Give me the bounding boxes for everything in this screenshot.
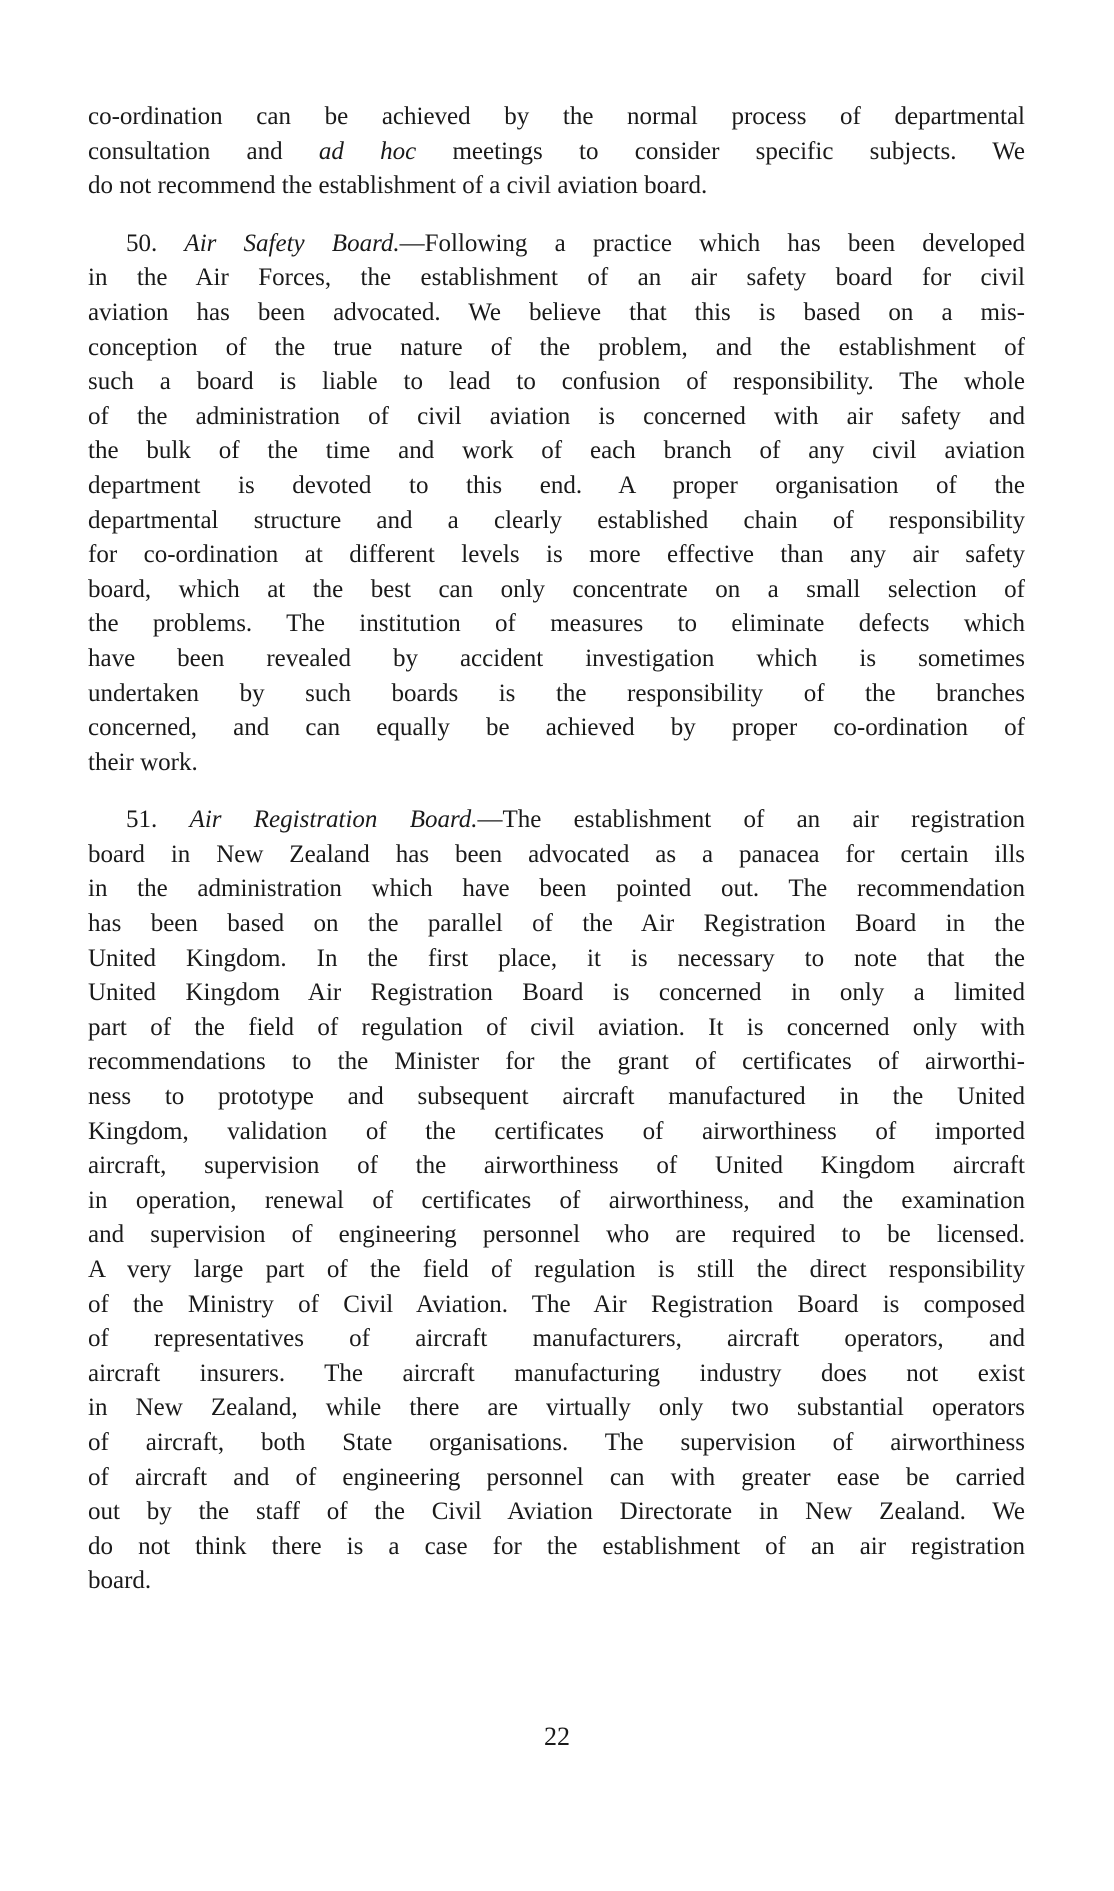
text-line: of aircraft, both State organisations. The supervision of airworthiness (88, 1428, 1025, 1456)
text-line: of aircraft and of engineering personnel can with greater ease be carried (88, 1463, 1025, 1491)
text-line: Kingdom, validation of the certificates of airworthiness of imported (88, 1117, 1025, 1145)
text-line: board, which at the best can only concentrate on a small selection of (88, 575, 1025, 603)
italic-heading: Air Registration Board. (189, 806, 478, 834)
text-line: department is devoted to this end. A proper organisation of the (88, 471, 1025, 499)
text-line: concerned, and can equally be achieved by proper co-ordination of (88, 714, 1025, 742)
italic-heading: ad hoc (318, 137, 417, 165)
text-line: recommendations to the Minister for the grant of certificates of airworthi- (88, 1048, 1025, 1076)
text-line: such a board is liable to lead to confusion of responsibility. The whole (88, 368, 1025, 396)
text-line: their work. (88, 748, 198, 776)
text-line: of the Ministry of Civil Aviation. The Air Registration Board is composed (88, 1290, 1025, 1318)
text-line: co-ordination can be achieved by the normal process of departmental (88, 103, 1025, 130)
text-line: do not recommend the establishment of a civil aviation board. (88, 172, 708, 200)
text-line: board. (88, 1567, 152, 1595)
text-line: aviation has been advocated. We believe that this is based on a mis- (88, 298, 1025, 326)
text-line: undertaken by such boards is the responsibility of the branches (88, 679, 1025, 707)
text-line: United Kingdom. In the first place, it is necessary to note that the (88, 944, 1025, 972)
text-line: and supervision of engineering personnel who are required to be licensed. (88, 1221, 1025, 1249)
text-line: in the administration which have been pointed out. The recommendation (88, 875, 1025, 903)
text-line: part of the field of regulation of civil aviation. It is concerned only with (88, 1013, 1025, 1041)
text-line: A very large part of the field of regulation is still the direct responsibility (88, 1256, 1025, 1283)
paragraph-gap (88, 204, 1025, 227)
text-line: aircraft insurers. The aircraft manufacturing industry does not exist (88, 1359, 1025, 1387)
text-line: out by the staff of the Civil Aviation Directorate in New Zealand. We (88, 1498, 1025, 1526)
paragraph-gap (88, 780, 1025, 803)
text-line: has been based on the parallel of the Air Registration Board in the (88, 910, 1025, 938)
text-line: the bulk of the time and work of each branch of any civil aviation (88, 437, 1025, 465)
text-line: in the Air Forces, the establishment of an air safety board for civil (88, 264, 1025, 292)
text-line: 51. Air Registration Board.—The establishment of an air registration (126, 806, 1025, 834)
text-line: departmental structure and a clearly established chain of responsibility (88, 506, 1025, 534)
text-line: 50. Air Safety Board.—Following a practice which has been developed (126, 229, 1025, 257)
text-line: in operation, renewal of certificates of airworthiness, and the examination (88, 1186, 1025, 1214)
text-line: have been revealed by accident investigation which is sometimes (88, 644, 1025, 672)
text-line: consultation and ad hoc meetings to consider specific subjects. We (88, 137, 1025, 165)
text-line: conception of the true nature of the problem, and the establishment of (88, 333, 1025, 361)
paragraph-continuation (88, 100, 1025, 204)
text-line: board in New Zealand has been advocated as a panacea for certain ills (88, 840, 1025, 868)
text-line: aircraft, supervision of the airworthiness of United Kingdom aircraft (88, 1152, 1025, 1180)
paragraph-para-51 (88, 803, 1025, 1599)
text-line: in New Zealand, while there are virtually only two substantial operators (88, 1394, 1025, 1422)
text-line: of the administration of civil aviation is concerned with air safety and (88, 402, 1025, 430)
paragraph-para-50 (88, 227, 1025, 781)
text-line: of representatives of aircraft manufacturers, aircraft operators, and (88, 1325, 1025, 1353)
text-line: United Kingdom Air Registration Board is concerned in only a limited (88, 979, 1025, 1007)
text-line: the problems. The institution of measures to eliminate defects which (88, 610, 1025, 638)
text-line: for co-ordination at different levels is more effective than any air safety (88, 541, 1025, 569)
text-line: do not think there is a case for the establishment of an air registration (88, 1532, 1025, 1560)
page-number: 22 (544, 1722, 570, 1751)
text-line: ness to prototype and subsequent aircraft manufactured in the United (88, 1083, 1025, 1111)
document-page (88, 100, 1025, 1599)
italic-heading: Air Safety Board. (184, 229, 400, 257)
